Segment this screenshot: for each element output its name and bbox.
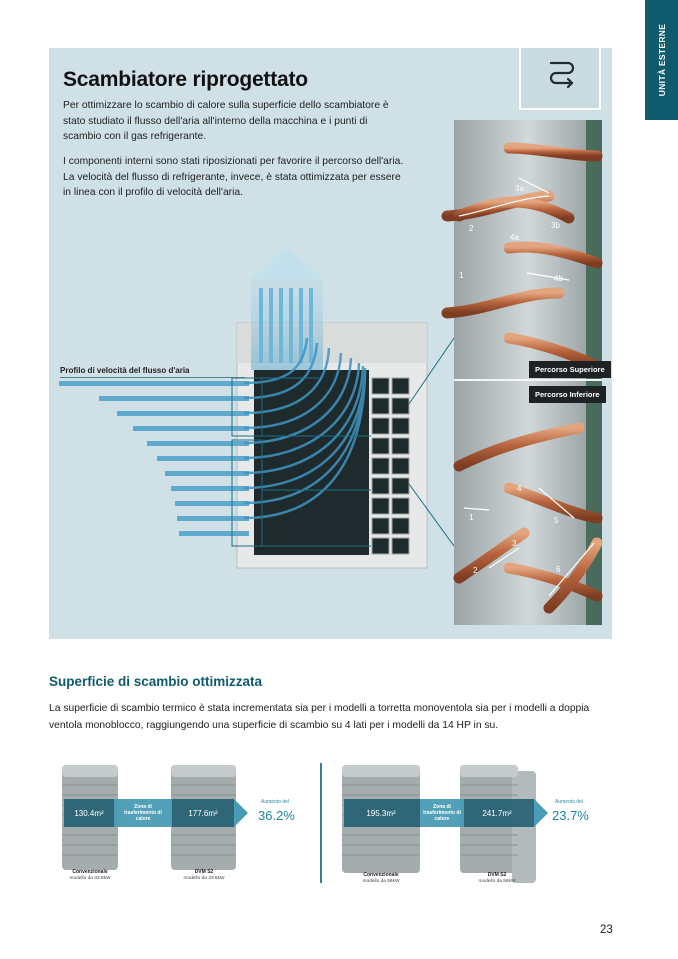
svg-text:4: 4 xyxy=(517,484,522,493)
increase-value: 23.7% xyxy=(552,808,589,823)
comparison-56kw xyxy=(338,755,603,895)
upper-route-tag: Percorso Superiore xyxy=(529,361,611,378)
svg-text:5: 5 xyxy=(554,516,559,525)
svg-text:4b: 4b xyxy=(554,274,563,283)
svg-text:3: 3 xyxy=(512,539,517,548)
hero-paragraph-2: I componenti interni sono stati riposizionati per favorire il percorso dell'aria. La velocità del flusso di refrigerante, invece, è stata ottimizzata per essere in linea con il profilo di velocità dell'aria. xyxy=(63,156,404,198)
hero-paragraph-1: Per ottimizzare lo scambio di calore sulla superficie dello scambiatore è stato studiato il flusso dell'aria all'interno della macchina e i punti di scambio con il gas refrigerante. xyxy=(63,100,389,142)
svg-text:3a: 3a xyxy=(515,184,524,193)
heat-transfer-zone-label: Zona di trasferimento di calore xyxy=(423,804,461,822)
upward-airflow xyxy=(249,248,325,370)
conventional-area-value: 195.3m² xyxy=(366,809,396,818)
comparison-33kw xyxy=(58,755,313,895)
heat-exchanger-illustration xyxy=(49,48,612,639)
svg-text:4a: 4a xyxy=(510,233,519,242)
dvm-caption: DVM S2 xyxy=(487,872,507,878)
increase-label: Aumento del xyxy=(555,799,584,805)
dvm-model: modello da 33.6kW xyxy=(183,876,225,881)
page-number: 23 xyxy=(600,924,613,936)
increase-value: 36.2% xyxy=(258,808,295,823)
conventional-model: modello da 33.6kW xyxy=(69,876,111,881)
svg-text:2: 2 xyxy=(473,566,478,575)
conventional-caption: Convenzionale xyxy=(363,872,399,878)
heat-transfer-zone-label: Zona di trasferimento di calore xyxy=(124,804,162,822)
air-velocity-profile-label: Profilo di velocità del flusso d'aria xyxy=(60,366,190,375)
svg-text:2: 2 xyxy=(469,224,474,233)
section-title: Superficie di scambio ottimizzata xyxy=(49,674,263,689)
svg-text:1: 1 xyxy=(459,271,464,280)
svg-text:1: 1 xyxy=(469,513,474,522)
conventional-caption: Convenzionale xyxy=(72,869,108,875)
dvm-caption: DVM S2 xyxy=(194,869,214,875)
profile-underline xyxy=(60,377,245,378)
comparison-divider xyxy=(320,763,322,883)
hero-panel xyxy=(49,48,612,639)
section-body: La superficie di scambio termico è stata incrementata sia per i modelli a torretta monoventola sia per i modelli a doppia ventola monoblocco, raggiungendo una superficie di scambio su 4 lati per i modelli da 14 HP in su. xyxy=(49,703,590,731)
section-tab xyxy=(645,0,678,120)
lower-route-tag: Percorso Inferiore xyxy=(529,386,606,403)
dvm-area-value: 177.6m² xyxy=(188,809,218,818)
dvm-model: modello da 56kW xyxy=(478,879,516,884)
increase-label: Aumento del xyxy=(261,799,290,805)
conventional-model: modello da 56kW xyxy=(362,879,400,884)
hero-title: Scambiatore riprogettato xyxy=(63,68,308,91)
section-tab-label: UNITÀ ESTERNE xyxy=(656,23,667,97)
air-velocity-profile xyxy=(59,381,249,536)
dvm-area-value: 241.7m² xyxy=(482,809,512,818)
svg-text:6: 6 xyxy=(556,565,561,574)
svg-text:3b: 3b xyxy=(551,221,560,230)
conventional-area-value: 130.4m² xyxy=(74,809,104,818)
